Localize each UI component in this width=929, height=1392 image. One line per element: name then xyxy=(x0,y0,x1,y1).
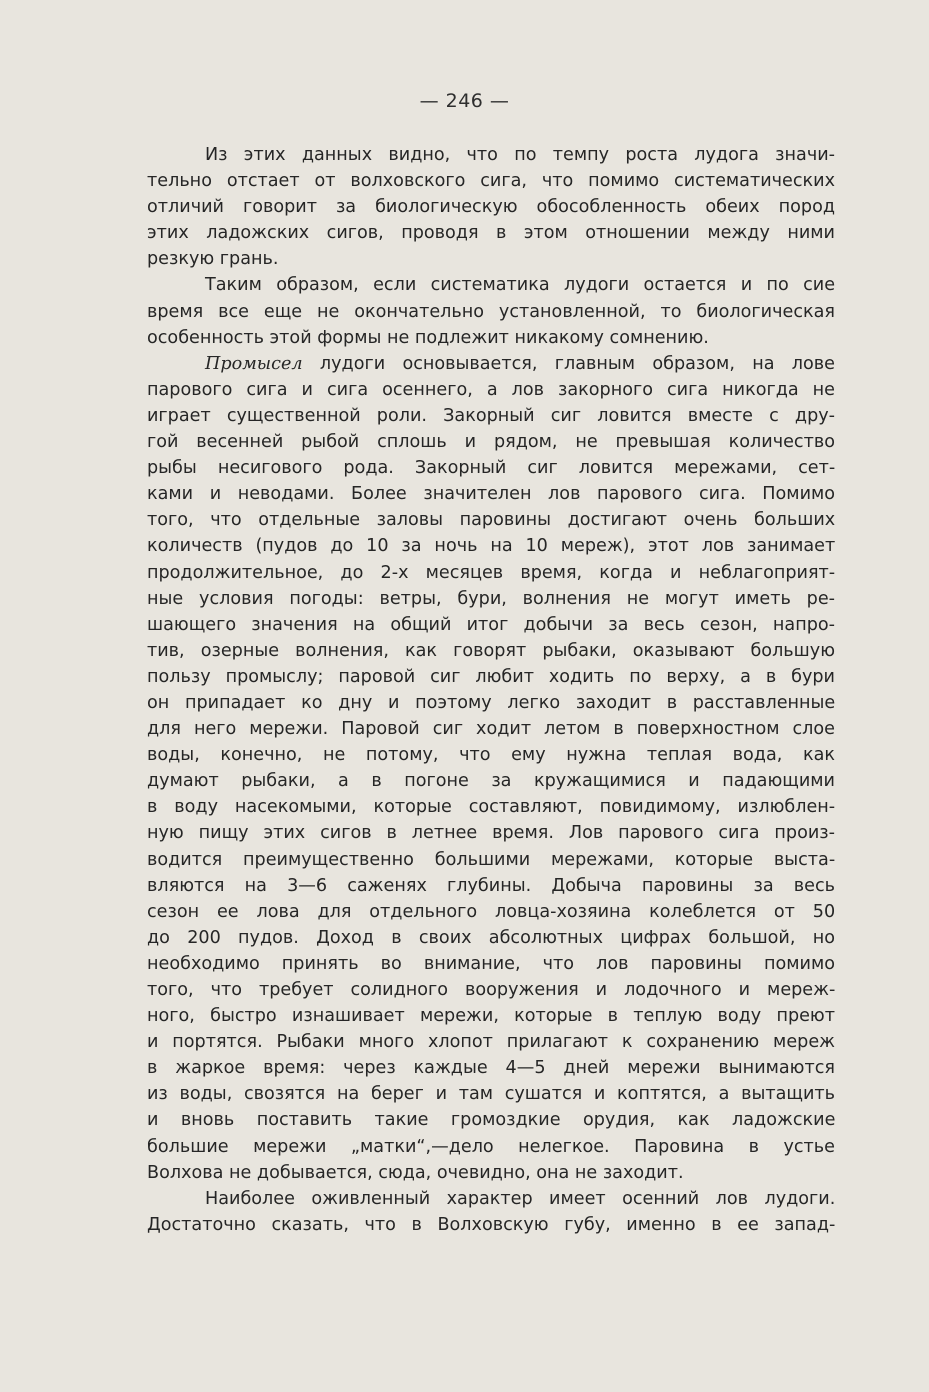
text-line: и портятся. Рыбаки много хлопот прилагают к сохранению мереж xyxy=(147,1032,835,1053)
text-line: продолжительное, до 2-х месяцев время, когда и неблагоприят- xyxy=(147,562,836,583)
text-line: сезон ее лова для отдельного ловца-хозяина колеблется от 50 xyxy=(147,901,836,922)
text-line: Наиболее оживленный характер имеет осенний лов лудоги. xyxy=(205,1188,836,1209)
text-line: пользу промыслу; паровой сиг любит ходить по верху, а в бури xyxy=(147,666,835,687)
text-line: он припадает ко дну и поэтому легко заходит в расставленные xyxy=(147,692,836,713)
text-line: особенность этой формы не подлежит никакому сомнению. xyxy=(147,327,709,348)
text-line: того, что отдельные заловы паровины достигают очень больших xyxy=(147,510,836,531)
text-line: Из этих данных видно, что по темпу роста лудога значи- xyxy=(205,145,835,165)
text-line: резкую грань. xyxy=(147,249,279,270)
text-line: в воду насекомыми, которые составляют, повидимому, излюблен- xyxy=(147,797,836,818)
paragraph-3 xyxy=(147,351,835,1186)
text-line: Достаточно сказать, что в Волховскую губу, именно в ее запад- xyxy=(147,1214,836,1235)
text-line: парового сига и сига осеннего, а лов закорного сига никогда не xyxy=(147,379,835,400)
text-line: необходимо принять во внимание, что лов паровины помимо xyxy=(147,953,835,974)
text-line: большие мережи „матки“,—дело нелегкое. Паровина в устье xyxy=(147,1136,835,1157)
text-line: рыбы несигового рода. Закорный сиг ловится мережами, сет- xyxy=(147,458,836,479)
text-line: количеств (пудов до 10 за ночь на 10 мереж), этот лов занимает xyxy=(147,536,836,557)
text-line: шающего значения на общий итог добычи за весь сезон, напро- xyxy=(147,614,835,635)
text-line: в жаркое время: через каждые 4—5 дней мережи вынимаются xyxy=(147,1058,835,1079)
text-line: тельно отстает от волховского сига, что помимо систематических xyxy=(147,171,835,192)
text-line: время все еще не окончательно установленной, то биологическая xyxy=(147,301,835,322)
text-line: отличий говорит за биологическую обособленность обеих пород xyxy=(147,197,835,218)
page-number: — 246 — xyxy=(419,90,510,112)
text-line: Таким образом, если систематика лудоги остается и по сие xyxy=(205,275,836,296)
text-line: Волхова не добывается, сюда, очевидно, она не заходит. xyxy=(147,1162,684,1183)
body-text xyxy=(147,142,835,1238)
text-line: для него мережи. Паровой сиг ходит летом в поверхностном слое xyxy=(147,719,835,740)
text-line: вляются на 3—6 саженях глубины. Добыча паровины за весь xyxy=(147,875,835,896)
paragraph-2 xyxy=(147,272,835,350)
paragraph-4 xyxy=(147,1186,835,1238)
text-line: играет существенной роли. Закорный сиг ловится вместе с дру- xyxy=(147,405,835,426)
text-line: гой весенней рыбой сплошь и рядом, не превышая количество xyxy=(147,432,835,453)
text-line: тив, озерные волнения, как говорят рыбаки, оказывают большую xyxy=(147,640,835,661)
text-line: того, что требует солидного вооружения и лодочного и мереж- xyxy=(147,980,836,1000)
italic-term: Промысел xyxy=(205,353,303,374)
text-line: и вновь поставить такие громоздкие орудия, как ладожские xyxy=(147,1110,836,1131)
text-line: ками и неводами. Более значителен лов парового сига. Помимо xyxy=(147,484,836,505)
text-line: воды, конечно, не потому, что ему нужна теплая вода, как xyxy=(147,745,835,766)
text-line: ную пищу этих сигов в летнее время. Лов парового сига произ- xyxy=(147,823,835,844)
text-line-first xyxy=(147,351,835,377)
paragraph-1 xyxy=(147,142,835,272)
text-line: ные условия погоды: ветры, бури, волнения не могут иметь ре- xyxy=(147,588,835,609)
text-line: этих ладожских сигов, проводя в этом отношении между ними xyxy=(147,223,835,244)
text-line: водится преимущественно большими мережами, которые выста- xyxy=(147,849,836,870)
text-line: ного, быстро изнашивает мережи, которые в теплую воду преют xyxy=(147,1006,835,1027)
text-line-rest: лудоги основывается, главным образом, на лове xyxy=(302,353,835,374)
text-line: до 200 пудов. Доход в своих абсолютных цифрах большой, но xyxy=(147,927,835,948)
text-line: из воды, свозятся на берег и там сушатся и коптятся, а вытащить xyxy=(147,1084,835,1105)
text-line: думают рыбаки, а в погоне за кружащимися и падающими xyxy=(147,771,835,792)
